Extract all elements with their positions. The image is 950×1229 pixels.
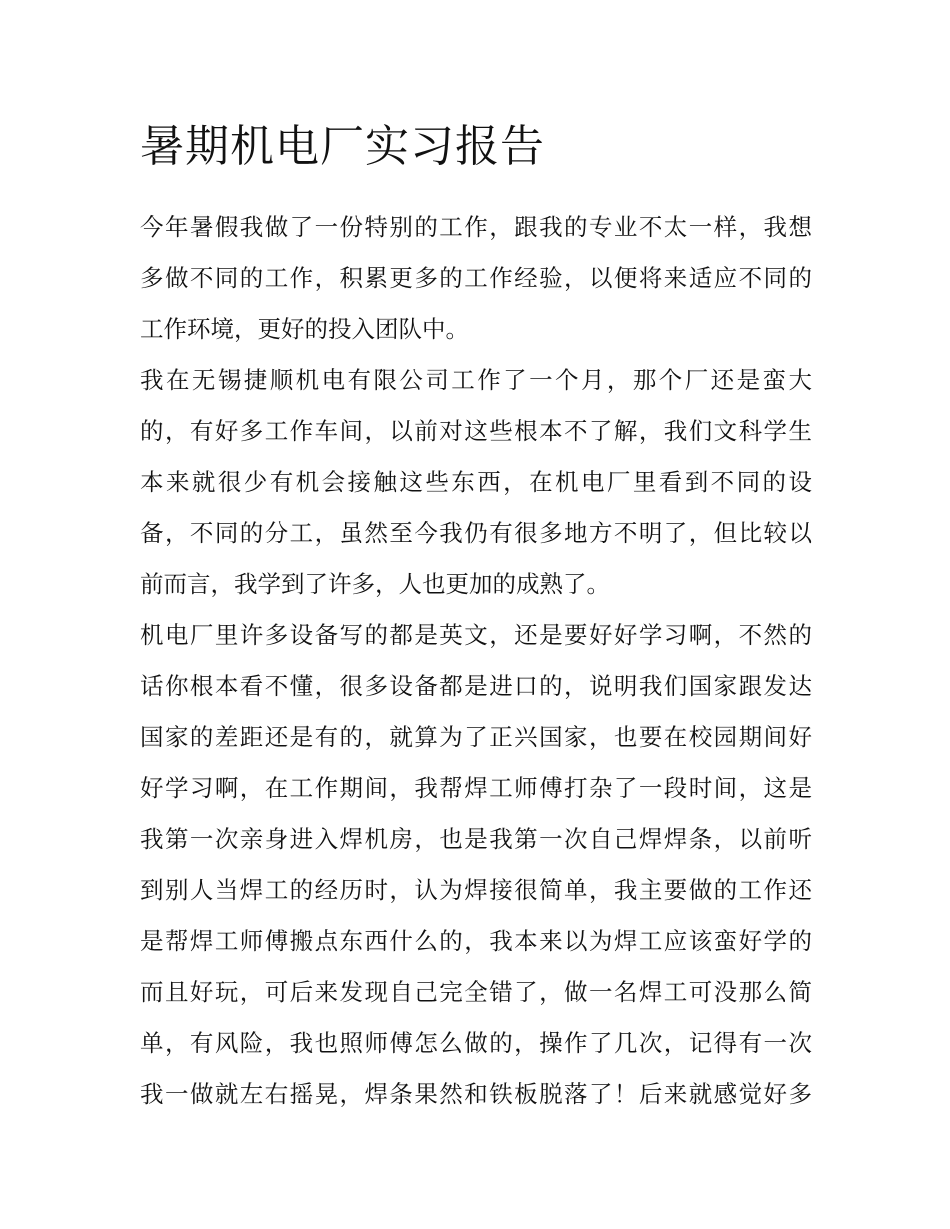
text-line: 今年暑假我做了一份特别的工作，跟我的专业不太一样，我想 (140, 213, 812, 241)
text-line: 的，有好多工作车间，以前对这些根本不了解，我们文科学生 (140, 417, 812, 445)
text-line: 我一做就左右摇晃，焊条果然和铁板脱落了！后来就感觉好多 (140, 1080, 812, 1108)
text-line: 前而言，我学到了许多，人也更加的成熟了。 (140, 570, 610, 598)
text-line: 好学习啊，在工作期间，我帮焊工师傅打杂了一段时间，这是 (140, 774, 812, 802)
text-line: 我在无锡捷顺机电有限公司工作了一个月，那个厂还是蛮大 (140, 366, 812, 394)
text-line: 而且好玩，可后来发现自己完全错了，做一名焊工可没那么简 (140, 978, 812, 1006)
document-title: 暑期机电厂实习报告 (140, 121, 545, 172)
text-line: 到别人当焊工的经历时，认为焊接很简单，我主要做的工作还 (140, 876, 812, 904)
text-line: 国家的差距还是有的，就算为了正兴国家，也要在校园期间好 (140, 723, 812, 751)
text-line: 话你根本看不懂，很多设备都是进口的，说明我们国家跟发达 (140, 672, 812, 700)
text-line: 是帮焊工师傅搬点东西什么的，我本来以为焊工应该蛮好学的 (140, 927, 812, 955)
text-line: 工作环境，更好的投入团队中。 (140, 315, 469, 343)
text-line: 多做不同的工作，积累更多的工作经验，以便将来适应不同的 (140, 264, 812, 292)
text-line: 机电厂里许多设备写的都是英文，还是要好好学习啊，不然的 (140, 621, 812, 649)
paragraph-3 (140, 610, 812, 1120)
document-body (140, 118, 812, 1120)
text-line: 本来就很少有机会接触这些东西，在机电厂里看到不同的设 (140, 468, 812, 496)
text-line: 单，有风险，我也照师傅怎么做的，操作了几次，记得有一次 (140, 1029, 812, 1057)
text-line: 我第一次亲身进入焊机房，也是我第一次自己焊焊条，以前听 (140, 825, 812, 853)
paragraph-1 (140, 202, 812, 355)
paragraph-2 (140, 355, 812, 610)
text-line: 备，不同的分工，虽然至今我仍有很多地方不明了，但比较以 (140, 519, 812, 547)
